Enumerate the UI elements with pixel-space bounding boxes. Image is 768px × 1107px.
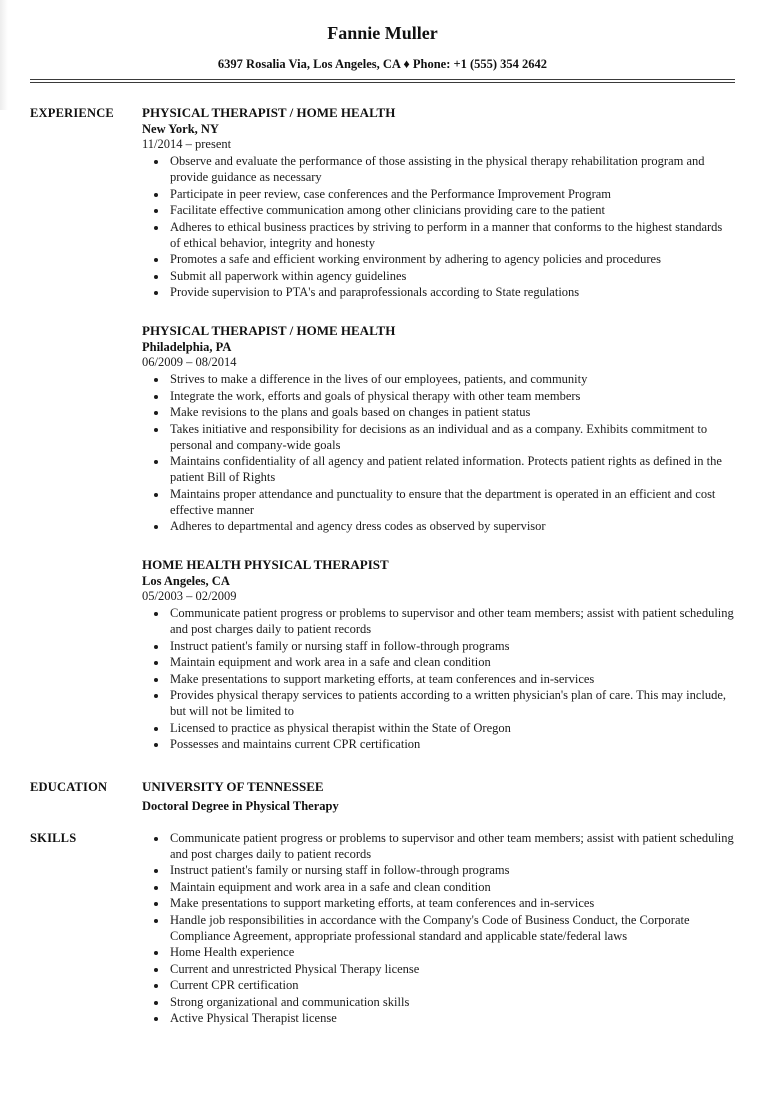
section-education: [30, 778, 735, 814]
job-bullet-list: [142, 371, 735, 534]
bullet-item: • Takes initiative and responsibility for decisions as an individual and as a company. Exhibits commitment to personal and company-wide goals: [168, 421, 735, 453]
degree-name: Doctoral Degree in Physical Therapy: [142, 798, 339, 813]
bullet-item: • Participate in peer review, case conferences and the Performance Improvement Program: [168, 186, 735, 202]
bullet-item: • Handle job responsibilities in accordance with the Company's Code of Business Conduct, the Corporate Compliance Agreement, appropriate professional standard and applicable state/federal laws: [168, 912, 735, 944]
job-title: HOME HEALTH PHYSICAL THERAPIST: [142, 557, 389, 572]
bullet-item: • Promotes a safe and efficient working environment by adhering to agency policies and procedures: [168, 251, 735, 267]
bullet-item: • Communicate patient progress or problems to supervisor and other team members; assist with patient scheduling and post charges daily to patient records: [168, 830, 735, 862]
person-name: Fannie Muller: [327, 23, 438, 43]
job-location: Los Angeles, CA: [142, 574, 230, 588]
job-entry: [142, 556, 735, 752]
skills-body: [142, 829, 735, 1027]
job-dates: 11/2014 – present: [142, 137, 232, 151]
job-title: PHYSICAL THERAPIST / HOME HEALTH: [142, 105, 396, 120]
bullet-item: • Observe and evaluate the performance of those assisting in the physical therapy rehabilitation program and provide guidance as necessary: [168, 153, 735, 185]
bullet-item: • Licensed to practice as physical therapist within the State of Oregon: [168, 720, 735, 736]
header-divider: [30, 79, 735, 83]
bullet-item: • Make revisions to the plans and goals based on changes in patient status: [168, 404, 735, 420]
section-experience: [30, 104, 735, 753]
job-title: PHYSICAL THERAPIST / HOME HEALTH: [142, 323, 396, 338]
bullet-item: • Maintains confidentiality of all agency and patient related information. Protects patient rights as defined in the patient Bill of Rights: [168, 453, 735, 485]
bullet-item: • Maintain equipment and work area in a safe and clean condition: [168, 654, 735, 670]
bullet-item: • Provides physical therapy services to patients according to a written physician's plan of care. This may include, but will not be limited to: [168, 687, 735, 719]
bullet-item: • Instruct patient's family or nursing staff in follow-through programs: [168, 862, 735, 878]
education-label: EDUCATION: [30, 779, 108, 794]
bullet-item: • Provide supervision to PTA's and paraprofessionals according to State regulations: [168, 284, 735, 300]
bullet-item: • Possesses and maintains current CPR certification: [168, 736, 735, 752]
job-dates: 06/2009 – 08/2014: [142, 355, 237, 369]
bullet-item: • Make presentations to support marketing efforts, at team conferences and in-services: [168, 895, 735, 911]
bullet-item: • Submit all paperwork within agency guidelines: [168, 268, 735, 284]
bullet-item: • Instruct patient's family or nursing staff in follow-through programs: [168, 638, 735, 654]
job-dates: 05/2003 – 02/2009: [142, 589, 237, 603]
bullet-item: • Facilitate effective communication among other clinicians providing care to the patient: [168, 202, 735, 218]
bullet-item: • Communicate patient progress or problems to supervisor and other team members; assist with patient scheduling and post charges daily to patient records: [168, 605, 735, 637]
bullet-item: • Adheres to departmental and agency dress codes as observed by supervisor: [168, 518, 735, 534]
job-entry: [142, 322, 735, 534]
job-location: Philadelphia, PA: [142, 340, 232, 354]
bullet-item: • Strives to make a difference in the lives of our employees, patients, and community: [168, 371, 735, 387]
bullet-item: • Maintain equipment and work area in a safe and clean condition: [168, 879, 735, 895]
school-name: UNIVERSITY OF TENNESSEE: [142, 778, 324, 794]
job-bullet-list: [142, 605, 735, 752]
education-body: [142, 778, 735, 814]
bullet-item: • Adheres to ethical business practices by striving to perform in a manner that conforms to the highest standards of ethical behavior, integrity and honesty: [168, 219, 735, 251]
skills-bullet-list: [142, 830, 735, 1027]
bullet-item: • Integrate the work, efforts and goals of physical therapy with other team members: [168, 388, 735, 404]
bullet-item: • Make presentations to support marketing efforts, at team conferences and in-services: [168, 671, 735, 687]
section-skills: [30, 829, 735, 1027]
experience-label: EXPERIENCE: [30, 106, 114, 120]
bullet-item: • Strong organizational and communication skills: [168, 994, 735, 1010]
job-location: New York, NY: [142, 122, 219, 136]
bullet-item: • Current CPR certification: [168, 977, 735, 993]
bullet-item: • Maintains proper attendance and punctuality to ensure that the department is operated in an efficient and cost effective manner: [168, 486, 735, 518]
bullet-item: • Home Health experience: [168, 944, 735, 960]
skills-label: SKILLS: [30, 830, 77, 845]
bullet-item: • Current and unrestricted Physical Therapy license: [168, 961, 735, 977]
experience-body: [142, 104, 735, 753]
resume-header: [30, 22, 735, 83]
job-bullet-list: [142, 153, 735, 300]
contact-line: 6397 Rosalia Via, Los Angeles, CA ♦ Phone: +1 (555) 354 2642: [217, 57, 548, 71]
job-entry: [142, 104, 735, 300]
bullet-item: • Active Physical Therapist license: [168, 1010, 735, 1026]
